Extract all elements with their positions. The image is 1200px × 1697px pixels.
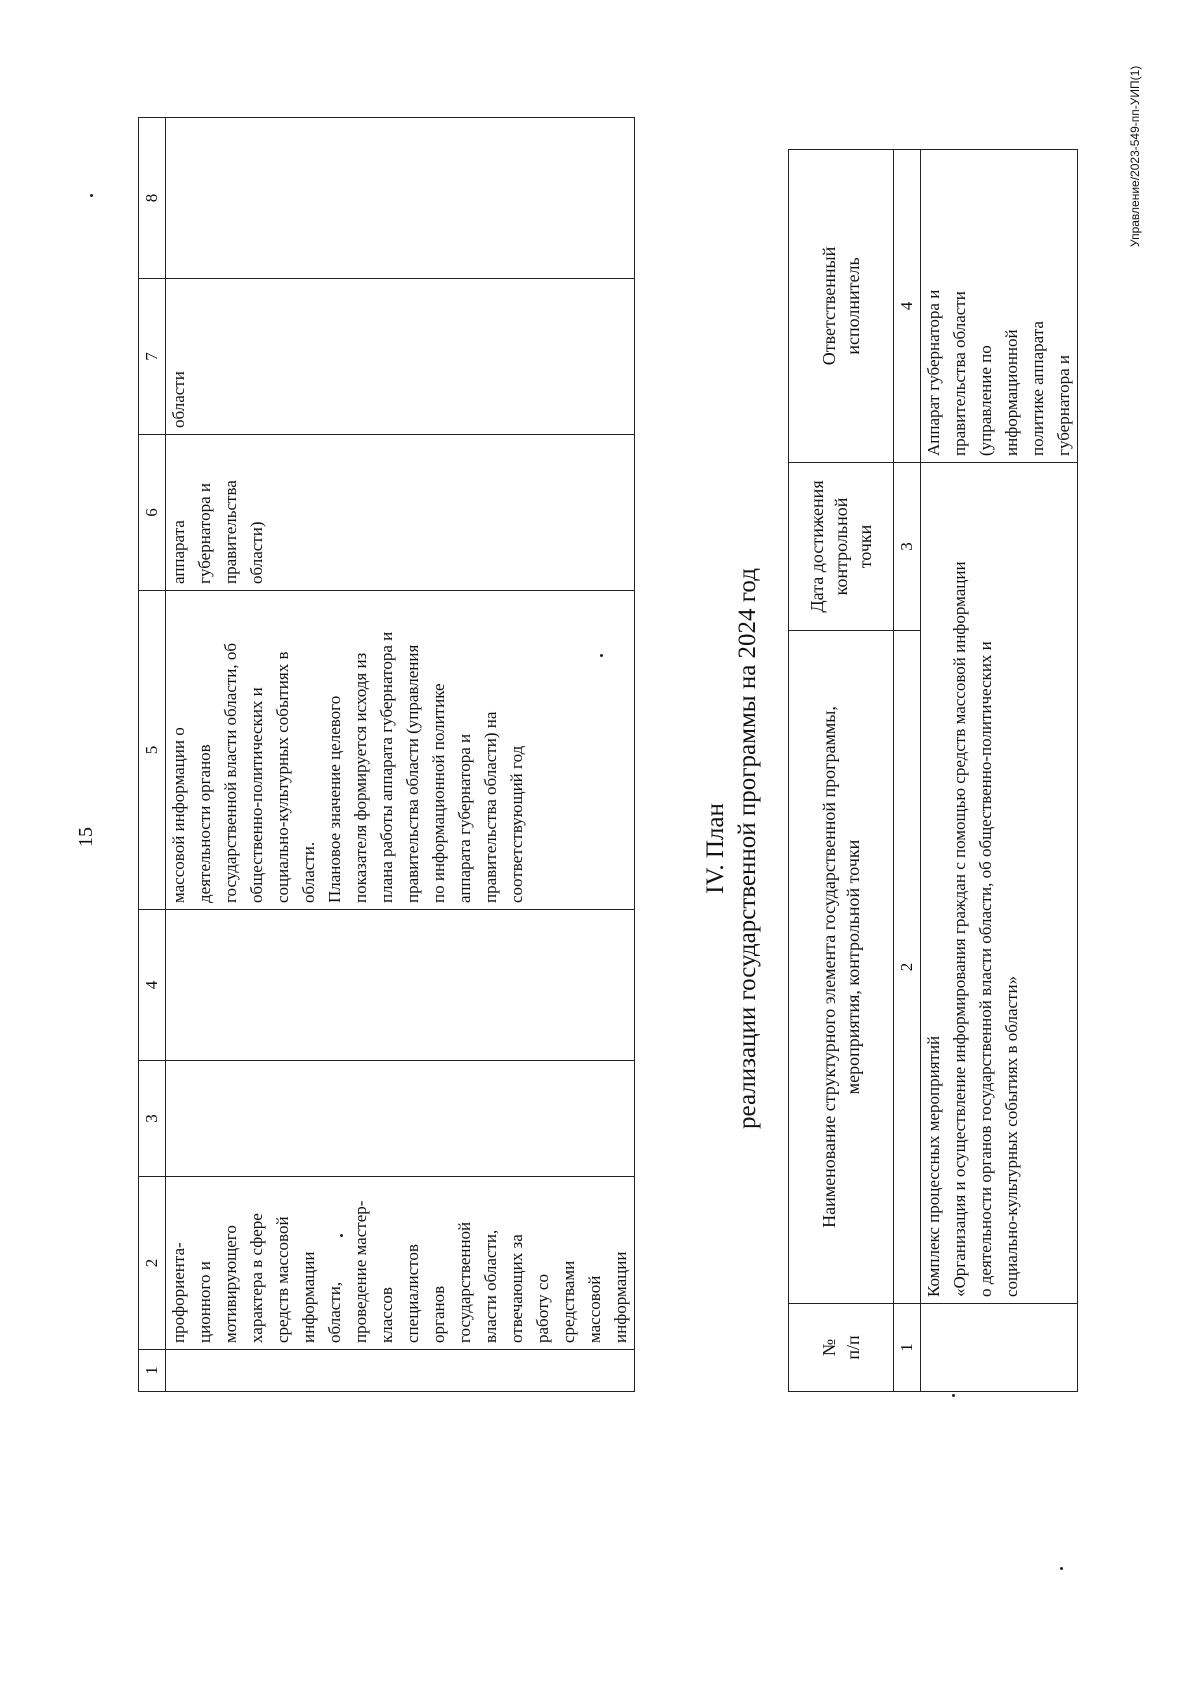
page-number: 15 — [75, 827, 97, 847]
scan-speck — [952, 1394, 955, 1397]
t2-num-header: № п/п — [789, 1304, 894, 1392]
t1-cell-1 — [166, 1350, 635, 1392]
t1-col-8-header: 8 — [139, 118, 166, 279]
t2-cell-num — [921, 1304, 1078, 1392]
section-subheading: реализации государственной программы на 2024 год — [734, 568, 761, 1129]
t2-cell-resp: Аппарат губернатора и правительства области (управление по информационной политике аппарата губернатора и — [921, 150, 1078, 463]
t1-cell-7: области — [166, 279, 635, 435]
scan-speck — [340, 1234, 343, 1237]
t1-col-1-header: 1 — [139, 1350, 166, 1392]
t1-col-3-header: 3 — [139, 1061, 166, 1177]
t2-col-number-4: 4 — [894, 150, 921, 463]
t1-cell-5: массовой информации о деятельности органов государственной власти области, об общественно-политических и социально-культурных событиях в области. Плановое значение целевого показателя формируется исходя из плана работы аппарата губернатора и правительства области (управления по информационной политике аппарата губернатора и правительства области) на соответствующий год — [166, 591, 635, 910]
t2-col-number-2: 2 — [894, 631, 921, 1304]
t1-cell-8 — [166, 118, 635, 279]
plan-table — [788, 149, 1078, 1392]
t1-cell-6: аппарата губернатора и правительства области) — [166, 435, 635, 591]
t1-cell-2: профориента- ционного и мотивирующего характера в сфере средств массовой информации области, проведение мастер- классов специалистов органов государственной власти области, отвечающих за работу со средствами массовой информации — [166, 1177, 635, 1350]
t1-col-6-header: 6 — [139, 435, 166, 591]
t2-col-number-3: 3 — [894, 463, 921, 631]
scan-speck — [90, 194, 93, 197]
t1-col-4-header: 4 — [139, 910, 166, 1061]
t1-col-2-header: 2 — [139, 1177, 166, 1350]
scan-speck — [1060, 1567, 1063, 1570]
section-heading: IV. План — [702, 803, 729, 894]
t2-resp-header: Ответственный исполнитель — [789, 150, 894, 463]
t1-cell-4 — [166, 910, 635, 1061]
table-row — [166, 118, 635, 1392]
t2-name-header: Наименование структурного элемента государственной программы, мероприятия, контрольной точки — [789, 631, 894, 1304]
table-row — [921, 150, 1078, 1392]
t2-col-number-1: 1 — [894, 1304, 921, 1392]
scan-speck — [600, 654, 603, 657]
t2-cell-name: Комплекс процессных мероприятий «Организация и осуществление информирования граждан с помощью средств массовой информации о деятельности органов государственной власти области, об общественно-политических и социально-культурных событиях в области» — [921, 463, 1078, 1304]
t2-date-header: Дата достижения контрольной точки — [789, 463, 894, 631]
document-code: Управление/2023-549-пп-УИП(1) — [1128, 65, 1142, 247]
t1-col-7-header: 7 — [139, 279, 166, 435]
t1-cell-3 — [166, 1061, 635, 1177]
t1-col-5-header: 5 — [139, 591, 166, 910]
indicator-table-continued — [138, 117, 635, 1392]
